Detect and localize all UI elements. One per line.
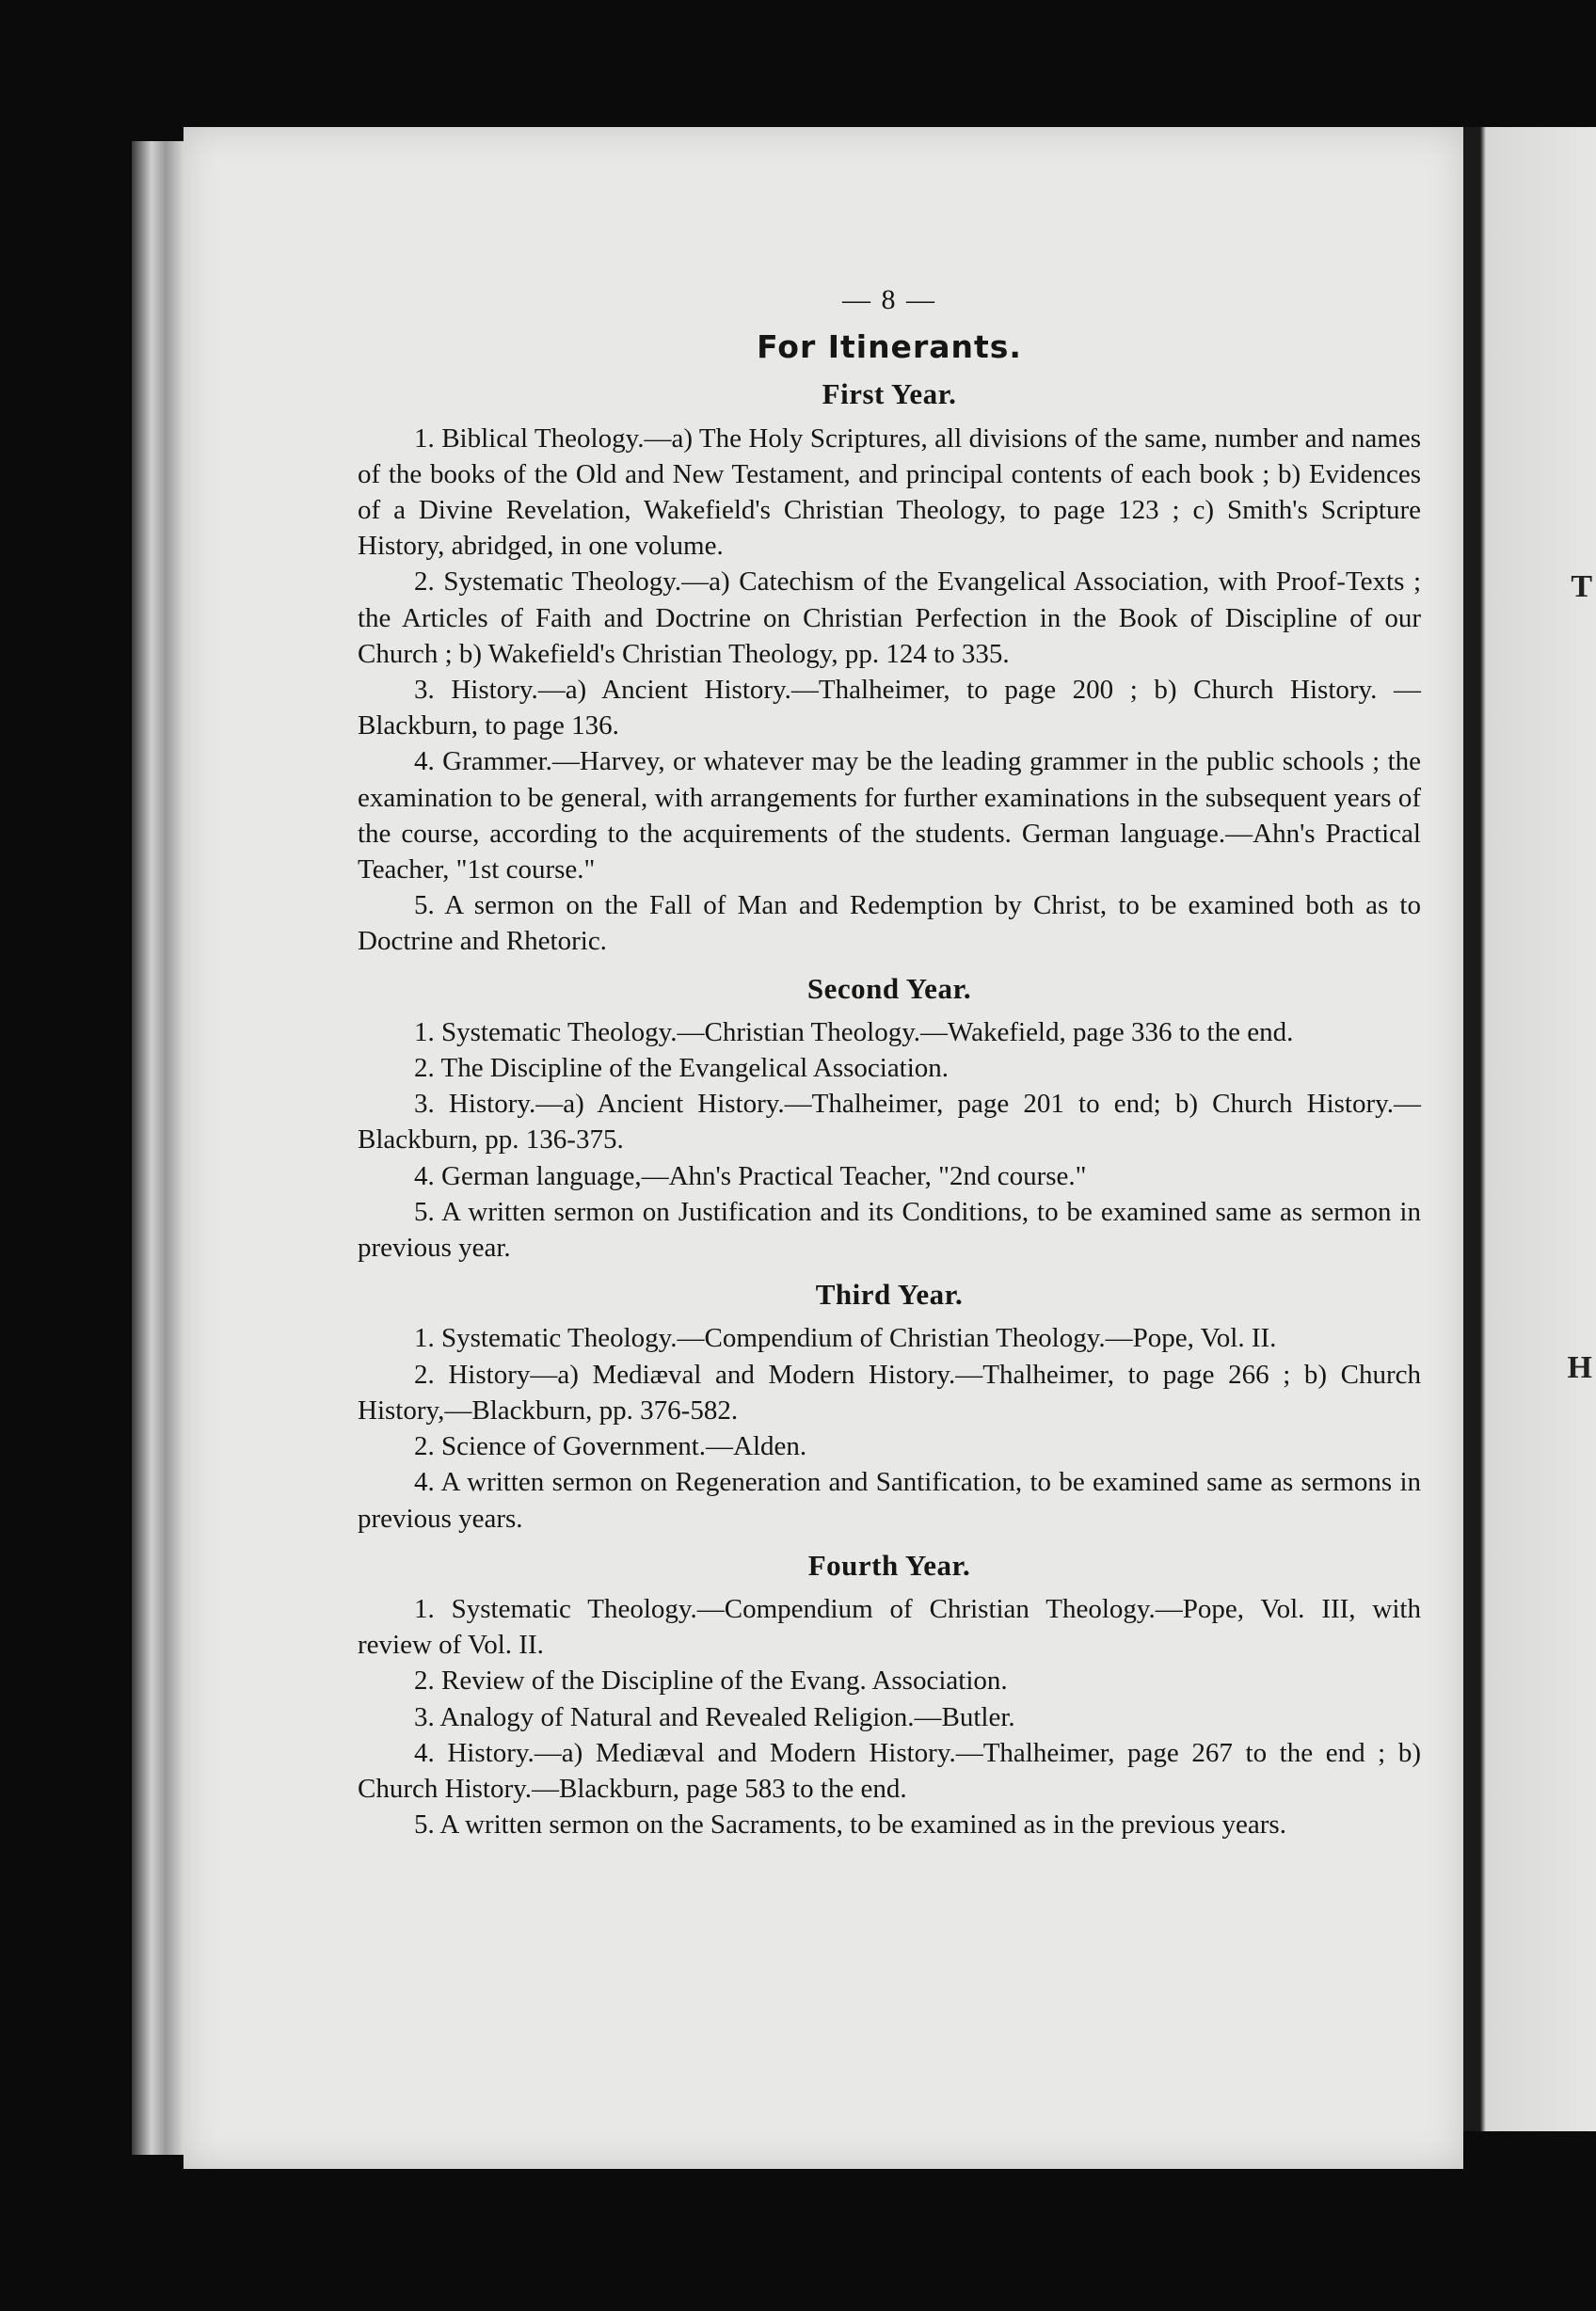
year-heading: Fourth Year. — [807, 1548, 971, 1582]
course-item: 4. History.—a) Mediæval and Modern History.—Thalheimer, page 267 to the end ; b) Church History.—Blackburn, page 583 to the end. — [358, 1737, 1421, 1804]
course-item: 2. Review of the Discipline of the Evang. Association. — [414, 1666, 1008, 1697]
course-item: 5. A written sermon on Justification and its Conditions, to be examined same as sermon in previous year. — [358, 1196, 1421, 1264]
year-section — [358, 376, 1421, 959]
course-item: 2. History—a) Mediæval and Modern History.—Thalheimer, to page 266 ; b) Church History,—Blackburn, pp. 376-582. — [358, 1359, 1421, 1426]
course-item: 4. Grammer.—Harvey, or whatever may be the leading grammer in the public schools ; the examination to be general, with arrangements for further examinations in the subsequent years of the course, according to the acquirements of the students. German language.—Ahn's Practical Teacher, "1st course." — [358, 746, 1421, 885]
year-heading: Third Year. — [815, 1278, 964, 1312]
course-item: 1. Systematic Theology.—Compendium of Christian Theology.—Pope, Vol. II. — [414, 1323, 1277, 1354]
page-content — [358, 282, 1421, 1850]
year-heading: Second Year. — [806, 971, 972, 1005]
year-section — [358, 971, 1421, 1267]
course-item: 4. German language,—Ahn's Practical Teacher, "2nd course." — [414, 1160, 1087, 1191]
course-item: 5. A written sermon on the Sacraments, to be examined as in the previous years. — [414, 1809, 1286, 1841]
page-title: For Itinerants. — [757, 328, 1022, 366]
year-section — [358, 1548, 1421, 1843]
course-item: 2. Science of Government.—Alden. — [414, 1431, 807, 1462]
book-spine — [132, 141, 188, 2155]
course-item: 1. Systematic Theology.—Compendium of Christian Theology.—Pope, Vol. III, with review of Vol. II. — [358, 1593, 1421, 1661]
course-item: 1. Biblical Theology.—a) The Holy Scriptures, all divisions of the same, number and names of the books of the Old and New Testament, and principal contents of each book ; b) Evidences of a Divine Revelation, Wakefield's Christian Theology, to page 123 ; c) Smith's Scripture History, abridged, in one volume. — [358, 422, 1421, 562]
page-number: — 8 — — [842, 284, 936, 315]
course-item: 3. History.—a) Ancient History.—Thalheimer, page 201 to end; b) Church History.—Blackburn, pp. 136-375. — [358, 1089, 1421, 1156]
course-item: 4. A written sermon on Regeneration and Santification, to be examined same as sermons in previous years. — [358, 1467, 1421, 1534]
course-item: 3. Analogy of Natural and Revealed Religion.—Butler. — [414, 1701, 1015, 1732]
course-item: 2. The Discipline of the Evangelical Association. — [414, 1053, 950, 1084]
course-item: 2. Systematic Theology.—a) Catechism of the Evangelical Association, with Proof-Texts ; the Articles of Faith and Doctrine on Christian Perfection in the Book of Discipline of our Church ; b) Wakefield's Christian Theology, pp. 124 to 335. — [358, 566, 1421, 669]
year-heading: First Year. — [822, 377, 957, 411]
course-item: 5. A sermon on the Fall of Man and Redemption by Christ, to be examined both as to Doctrine and Rhetoric. — [358, 890, 1421, 957]
course-item: 3. History.—a) Ancient History.—Thalheimer, to page 200 ; b) Church History. —Blackburn, to page 136. — [358, 675, 1421, 741]
facing-page-letter: H — [1567, 1350, 1592, 1385]
year-section — [358, 1277, 1421, 1536]
facing-page-letter: T — [1571, 569, 1592, 604]
course-item: 1. Systematic Theology.—Christian Theology.—Wakefield, page 336 to the end. — [414, 1016, 1294, 1047]
facing-page-edge — [1463, 127, 1596, 2131]
